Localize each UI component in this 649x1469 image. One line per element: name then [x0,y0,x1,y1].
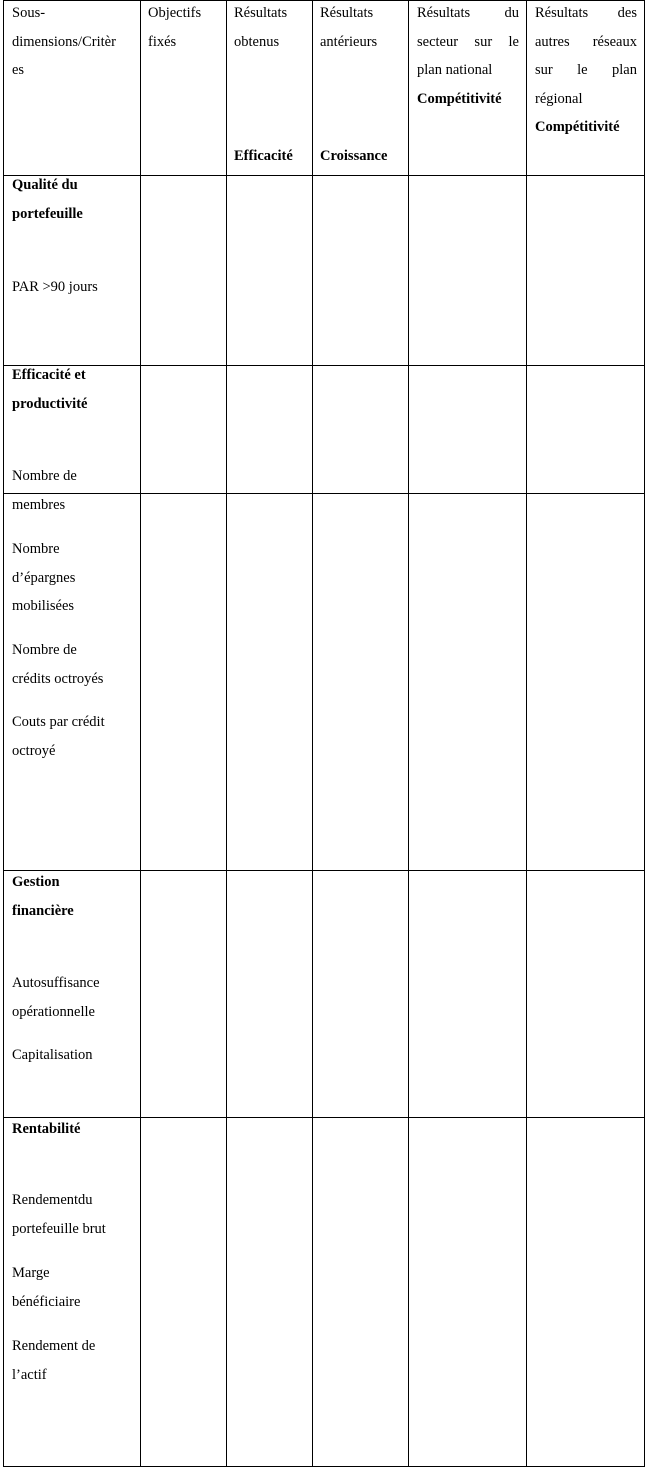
header-regional-results [535,0,637,142]
header-text: autres réseaux [535,33,637,50]
criterion-text: octroyé [12,742,56,759]
header-previous-results [320,0,404,56]
header-tag-growth: Croissance [320,148,388,164]
criterion-credit-count [12,636,103,693]
column-divider [312,0,313,1467]
criterion-text: portefeuille brut [12,1220,106,1237]
row-divider [3,1117,645,1118]
criterion-text: Nombre de [12,642,77,658]
header-tag-efficiency: Efficacité [234,148,293,164]
header-text: Objectifs [148,5,202,21]
criterion-text: Nombre [12,541,60,557]
header-text: sur le plan [535,62,637,79]
section-title: productivité [12,395,88,412]
header-text: es [12,62,25,79]
criterion-text: l’actif [12,1366,47,1383]
section-title: Gestion [12,874,60,890]
section-title: Qualité du [12,177,78,193]
criterion-text: membres [12,496,66,513]
column-divider [526,0,527,1467]
column-divider [408,0,409,1467]
criterion-member-count [12,462,77,519]
criterion-text: crédits octroyés [12,670,104,687]
table-border-left [3,0,4,1467]
header-text: Sous- [12,5,46,21]
table-border-right [644,0,645,1467]
criterion-text: Rendement de [12,1338,96,1354]
criterion-par-90: PAR >90 jours [12,279,98,295]
criterion-text: mobilisées [12,598,75,615]
criterion-text: Couts par crédit [12,714,105,730]
header-text: plan national [417,62,493,79]
header-tag-competitiveness: Compétitivité [417,90,502,107]
header-text: Résultats des [535,5,637,21]
criterion-gross-portfolio-yield [12,1186,106,1243]
criterion-text: Rendementdu [12,1192,93,1208]
table-border-bottom [3,1466,645,1467]
criterion-operational-self-sufficiency [12,969,100,1026]
section-efficiency-productivity [12,361,136,418]
header-national-results [417,0,519,113]
criterion-capitalisation: Capitalisation [12,1047,93,1063]
column-divider [226,0,227,1467]
section-title: Efficacité et [12,367,86,383]
criterion-cost-per-credit [12,708,105,765]
header-text: régional [535,90,583,107]
section-portfolio-quality [12,171,136,228]
section-title: portefeuille [12,205,83,222]
header-objectives [148,0,220,56]
criterion-text: Marge [12,1265,50,1281]
header-text: antérieurs [320,33,378,50]
criterion-savings-count [12,535,75,621]
header-results-obtained [234,0,306,56]
section-financial-management [12,868,136,925]
criterion-return-on-assets [12,1332,95,1389]
header-text: Résultats du [417,5,519,21]
section-profitability: Rentabilité [12,1121,81,1137]
criterion-text: opérationnelle [12,1003,95,1020]
row-divider [3,493,645,494]
header-text: obtenus [234,33,280,50]
header-text: dimensions/Critèr [12,33,116,50]
header-text: fixés [148,33,177,50]
header-text: secteur sur le [417,33,519,50]
header-tag-competitiveness: Compétitivité [535,119,620,136]
criterion-text: Nombre de [12,468,77,484]
criterion-profit-margin [12,1259,80,1316]
header-text: Résultats [320,5,374,21]
header-text: Résultats [234,5,288,21]
criterion-text: bénéficiaire [12,1293,81,1310]
criterion-text: Autosuffisance [12,975,100,991]
column-divider [140,0,141,1467]
criterion-text: d’épargnes [12,569,76,586]
header-criteria [12,0,132,85]
section-title: financière [12,902,74,919]
